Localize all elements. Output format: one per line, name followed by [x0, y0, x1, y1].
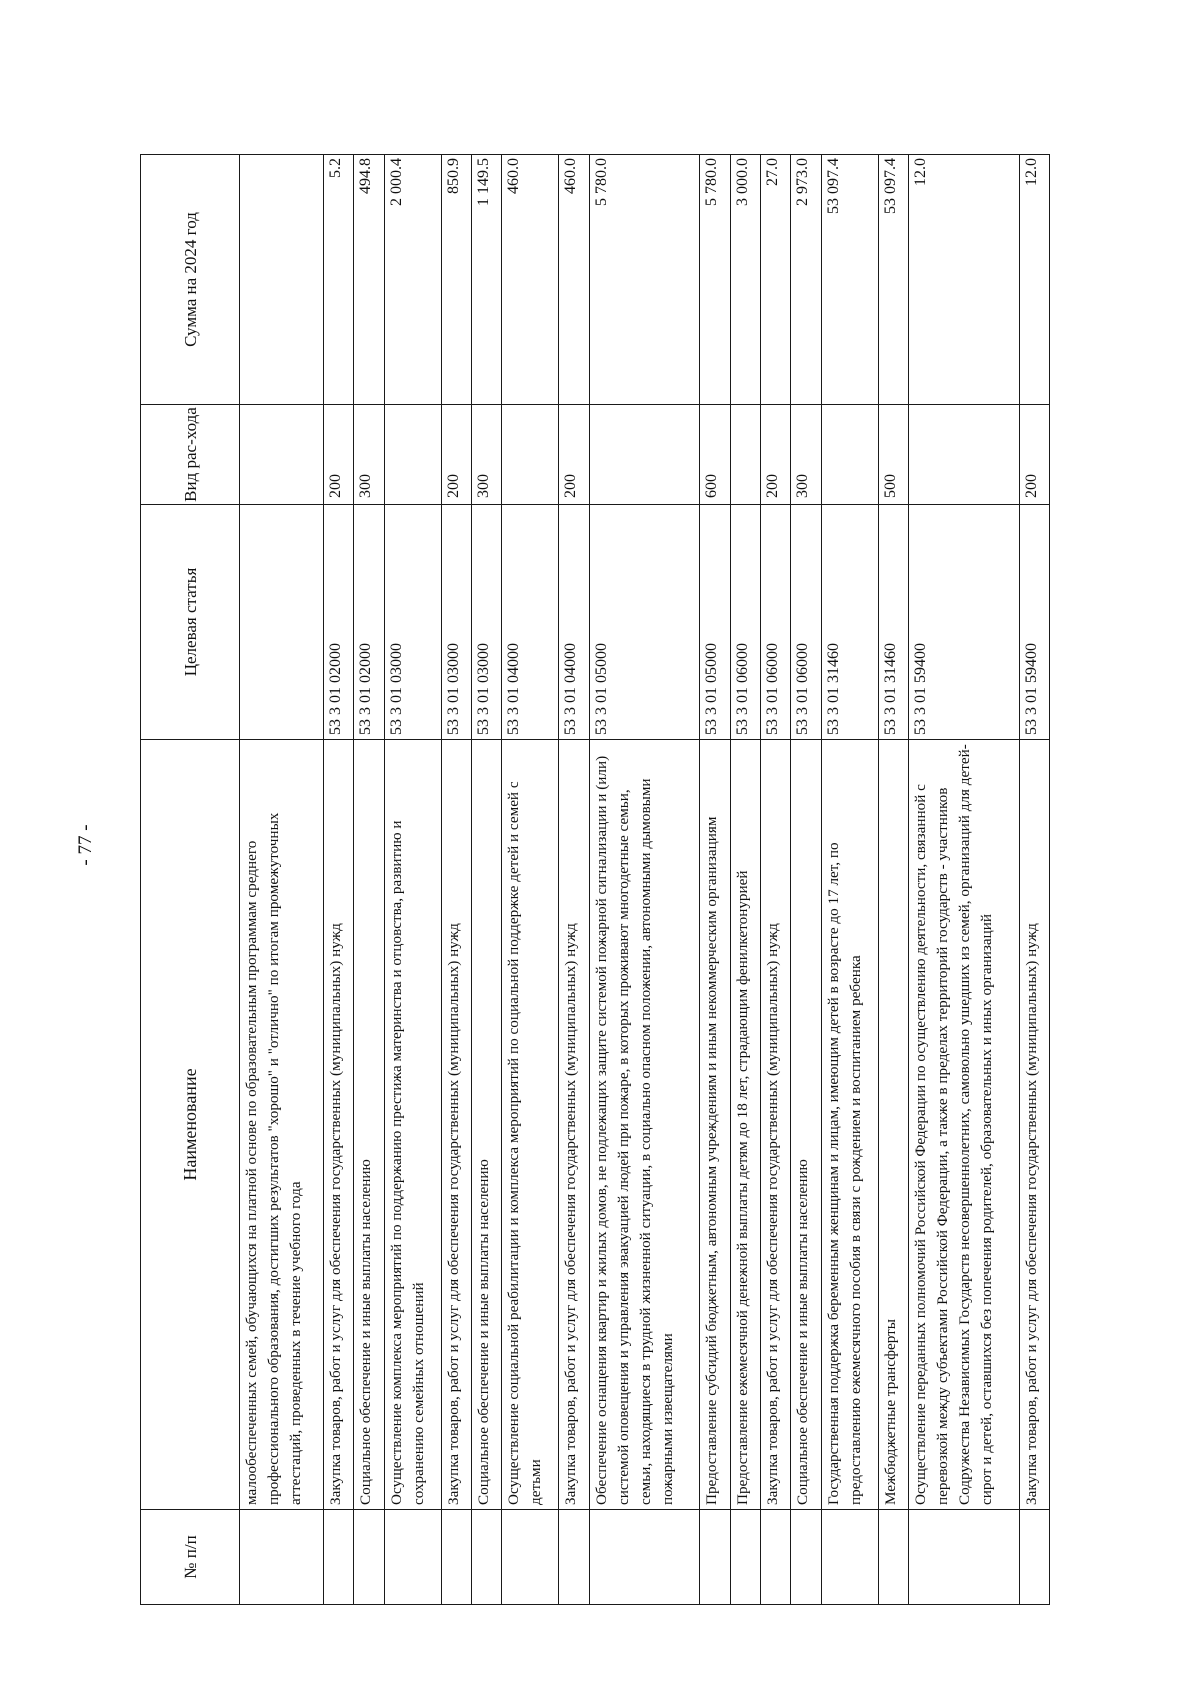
row-expense-type: 600: [700, 405, 730, 505]
row-name: Социальное обеспечение и иные выплаты населению: [791, 740, 821, 1510]
row-target: 53 3 01 06000: [760, 505, 790, 740]
row-sum: 53 097.4: [878, 155, 908, 405]
row-number: [384, 1510, 441, 1605]
row-number: [589, 1510, 700, 1605]
table-row: [384, 155, 441, 1605]
header-number: № п/п: [141, 1510, 240, 1605]
header-target: Целевая статья: [141, 505, 240, 740]
row-number: [354, 1510, 384, 1605]
row-expense-type: [730, 405, 760, 505]
table-row: [878, 155, 908, 1605]
row-target: 53 3 01 59400: [909, 505, 1020, 740]
row-name: Социальное обеспечение и иные выплаты населению: [354, 740, 384, 1510]
row-number: [240, 1510, 324, 1605]
row-sum: 5.2: [323, 155, 353, 405]
row-target: 53 3 01 03000: [471, 505, 501, 740]
row-expense-type: [909, 405, 1020, 505]
row-expense-type: 200: [441, 405, 471, 505]
row-name: Осуществление комплекса мероприятий по поддержанию престижа материнства и отцовства, развитию и сохранению семейных отношений: [384, 740, 441, 1510]
row-target: 53 3 01 05000: [700, 505, 730, 740]
table-row: [471, 155, 501, 1605]
row-name: Социальное обеспечение и иные выплаты населению: [471, 740, 501, 1510]
row-sum: 12.0: [1019, 155, 1049, 405]
row-target: 53 3 01 59400: [1019, 505, 1049, 740]
row-number: [441, 1510, 471, 1605]
row-number: [1019, 1510, 1049, 1605]
row-number: [700, 1510, 730, 1605]
row-sum: 5 780.0: [589, 155, 700, 405]
row-number: [323, 1510, 353, 1605]
row-name: Закупка товаров, работ и услуг для обеспечения государственных (муниципальных) нужд: [323, 740, 353, 1510]
table-row: [821, 155, 878, 1605]
row-target: 53 3 01 05000: [589, 505, 700, 740]
header-sum: Сумма на 2024 год: [141, 155, 240, 405]
row-expense-type: 200: [559, 405, 589, 505]
table-row: [502, 155, 559, 1605]
row-sum: 460.0: [559, 155, 589, 405]
table-row: [240, 155, 324, 1605]
header-name: Наименование: [141, 740, 240, 1510]
row-target: 53 3 01 03000: [384, 505, 441, 740]
row-name: Обеспечение оснащения квартир и жилых домов, не подлежащих защите системой пожарной сигнализации и (или) системой оповещения и управления эвакуацией людей при пожаре, в которых проживают многодетные семьи, семьи, находящиеся в трудной жизненной ситуации, в социально опасном положении, автономными дымовыми пожарными извещателями: [589, 740, 700, 1510]
row-expense-type: 200: [323, 405, 353, 505]
row-name: Закупка товаров, работ и услуг для обеспечения государственных (муниципальных) нужд: [441, 740, 471, 1510]
row-expense-type: [384, 405, 441, 505]
row-name: Предоставление субсидий бюджетным, автономным учреждениям и иным некоммерческим организациям: [700, 740, 730, 1510]
table-row: [700, 155, 730, 1605]
row-expense-type: 200: [1019, 405, 1049, 505]
row-name: Осуществление социальной реабилитации и комплекса мероприятий по социальной поддержке детей и семей с детьми: [502, 740, 559, 1510]
row-name: Государственная поддержка беременным женщинам и лицам, имеющим детей в возрасте до 17 лет, по предоставлению ежемесячного пособия в связи с рождением и воспитанием ребенка: [821, 740, 878, 1510]
row-sum: 1 149.5: [471, 155, 501, 405]
page-number: - 77 -: [75, 824, 96, 866]
row-expense-type: [589, 405, 700, 505]
row-sum: 850.9: [441, 155, 471, 405]
table-row: [354, 155, 384, 1605]
row-sum: 494.8: [354, 155, 384, 405]
row-expense-type: 300: [354, 405, 384, 505]
table-row: [589, 155, 700, 1605]
table-row: [1019, 155, 1049, 1605]
row-name: Осуществление переданных полномочий Российской Федерации по осуществлению деятельности, связанной с перевозкой между субъектами Российской Федерации, а также в пределах территорий государств - участников Содружества Независимых Государств несовершеннолетних, самовольно ушедших из семей, организаций для детей-сирот и детей, оставшихся без попечения родителей, образовательных и иных организаций: [909, 740, 1020, 1510]
row-number: [821, 1510, 878, 1605]
row-name: Закупка товаров, работ и услуг для обеспечения государственных (муниципальных) нужд: [559, 740, 589, 1510]
row-sum: 12.0: [909, 155, 1020, 405]
table-row: [730, 155, 760, 1605]
row-name: Закупка товаров, работ и услуг для обеспечения государственных (муниципальных) нужд: [1019, 740, 1049, 1510]
row-expense-type: 300: [471, 405, 501, 505]
row-number: [878, 1510, 908, 1605]
table-row: [441, 155, 471, 1605]
row-target: 53 3 01 06000: [730, 505, 760, 740]
row-target: 53 3 01 04000: [559, 505, 589, 740]
row-number: [730, 1510, 760, 1605]
row-target: 53 3 01 04000: [502, 505, 559, 740]
row-sum: 27.0: [760, 155, 790, 405]
row-target: 53 3 01 31460: [821, 505, 878, 740]
budget-table-container: [140, 155, 1050, 1605]
row-sum: 5 780.0: [700, 155, 730, 405]
budget-table: [140, 154, 1050, 1605]
table-row: [909, 155, 1020, 1605]
row-sum: 460.0: [502, 155, 559, 405]
row-number: [559, 1510, 589, 1605]
row-name: Межбюджетные трансферты: [878, 740, 908, 1510]
row-expense-type: 500: [878, 405, 908, 505]
row-target: 53 3 01 03000: [441, 505, 471, 740]
row-expense-type: [821, 405, 878, 505]
row-target: 53 3 01 06000: [791, 505, 821, 740]
row-expense-type: [502, 405, 559, 505]
row-expense-type: [240, 405, 324, 505]
row-number: [791, 1510, 821, 1605]
table-row: [791, 155, 821, 1605]
row-number: [471, 1510, 501, 1605]
table-header-row: [141, 155, 240, 1605]
row-number: [760, 1510, 790, 1605]
row-expense-type: 300: [791, 405, 821, 505]
row-sum: [240, 155, 324, 405]
row-number: [909, 1510, 1020, 1605]
row-target: 53 3 01 31460: [878, 505, 908, 740]
row-sum: 2 973.0: [791, 155, 821, 405]
row-number: [502, 1510, 559, 1605]
row-name: малообеспеченных семей, обучающихся на платной основе по образовательным программам среднего профессионального образования, достигших результатов "хорошо" и "отлично" по итогам промежуточных аттестаций, проведенных в течение учебного года: [240, 740, 324, 1510]
row-target: [240, 505, 324, 740]
row-sum: 53 097.4: [821, 155, 878, 405]
row-target: 53 3 01 02000: [323, 505, 353, 740]
row-name: Закупка товаров, работ и услуг для обеспечения государственных (муниципальных) нужд: [760, 740, 790, 1510]
row-sum: 2 000.4: [384, 155, 441, 405]
row-name: Предоставление ежемесячной денежной выплаты детям до 18 лет, страдающим фенилкетонурией: [730, 740, 760, 1510]
table-row: [323, 155, 353, 1605]
table-row: [760, 155, 790, 1605]
row-target: 53 3 01 02000: [354, 505, 384, 740]
row-sum: 3 000.0: [730, 155, 760, 405]
table-row: [559, 155, 589, 1605]
row-expense-type: 200: [760, 405, 790, 505]
header-expense-type: Вид рас-хода: [141, 405, 240, 505]
